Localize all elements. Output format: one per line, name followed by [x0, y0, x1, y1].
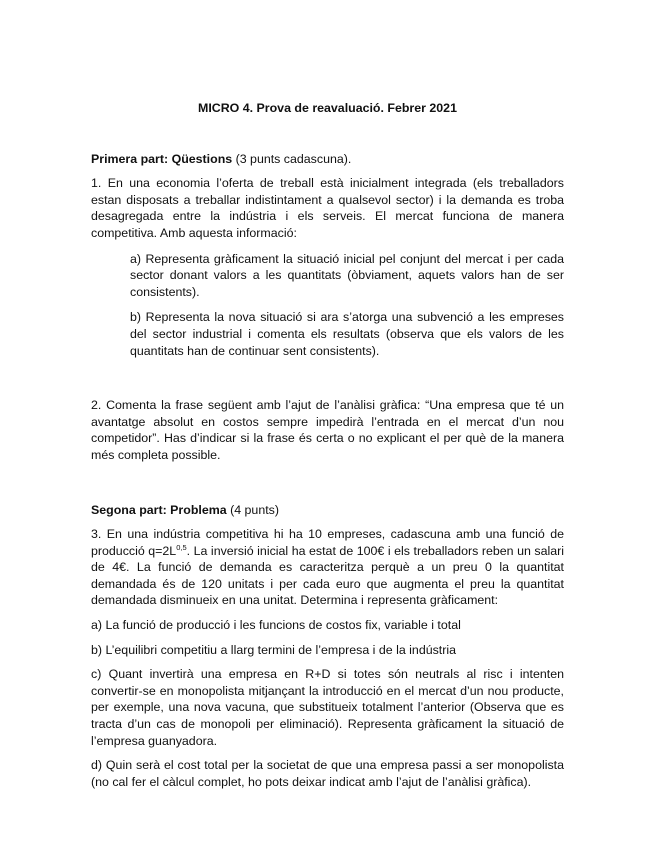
question-3 — [91, 526, 564, 609]
question-3d: d) Quin serà el cost total per la societat de que una empresa passi a ser monopolista (no cal fer el càlcul complet, ho pots deixar indicat amb l’ajut de l’anàlisi gràfica). — [91, 758, 564, 789]
part2-heading — [91, 502, 564, 519]
part1-heading-bold: Primera part: Qüestions — [91, 151, 233, 166]
question-1: 1. En una economia l’oferta de treball està inicialment integrada (els treballadors estan disposats a treballar indistintament a qualsevol sector) i la demanda es troba desagregada entre la indústria i els serveis. El mercat funciona de manera competitiva. Amb aquesta informació: — [91, 176, 564, 240]
question-1b: b) Representa la nova situació si ara s’atorga una subvenció a les empreses del sector industrial i comenta els resultats (observa que els valors de les quantitats han de continuar sent consistents). — [130, 310, 564, 358]
question-3a: a) La funció de producció i les funcions de costos fix, variable i total — [91, 618, 461, 633]
question-3-text-end: . La inversió inicial ha estat de 100€ i els treballadors reben un salari de 4€. La funció de demanda es caracteritza perquè a un preu 0 la quantitat demandada és de 120 unitats i per cada euro que augmenta el preu la quantitat demandada disminueix en una unitat. Determina i representa gràficament: — [91, 543, 565, 608]
question-3-exponent: 0,5 — [176, 542, 187, 552]
question-3-text-start: 3. En una indústria competitiva hi ha 10 empreses, cadascuna amb una funció de producció q=2L — [91, 527, 564, 558]
question-3c: c) Quant invertirà una empresa en R+D si totes són neutrals al risc i intenten convertir-se en monopolista mitjançant la introducció en el mercat d’un nou producte, per exemple, una nova vacuna, que substitueix totalment l’anterior (Observa que es tracta d’un cas de monopoli per eliminació). Representa gràficament la situació de l’empresa guanyadora. — [91, 667, 564, 748]
part2-heading-points: (4 punts) — [226, 502, 279, 517]
part1-heading-points: (3 punts cadascuna). — [232, 151, 352, 166]
part1-heading — [91, 151, 564, 168]
document-page — [91, 100, 564, 790]
question-2: 2. Comenta la frase següent amb l’ajut de l’anàlisi gràfica: “Una empresa que té un avantatge absolut en costos sempre impedirà l’entrada en el mercat d’un nou competidor”. Has d’indicar si la frase és certa o no explicant el per què de la manera més completa possible. — [91, 398, 564, 462]
question-3b: b) L’equilibri competitiu a llarg termini de l’empresa i de la indústria — [91, 642, 457, 657]
document-title: MICRO 4. Prova de reavaluació. Febrer 2021 — [198, 101, 457, 115]
question-1a: a) Representa gràficament la situació inicial pel conjunt del mercat i per cada sector donant valors a les quantitats (òbviament, aquets valors han de ser consistents). — [130, 251, 564, 299]
part2-heading-bold: Segona part: Problema — [91, 502, 227, 517]
